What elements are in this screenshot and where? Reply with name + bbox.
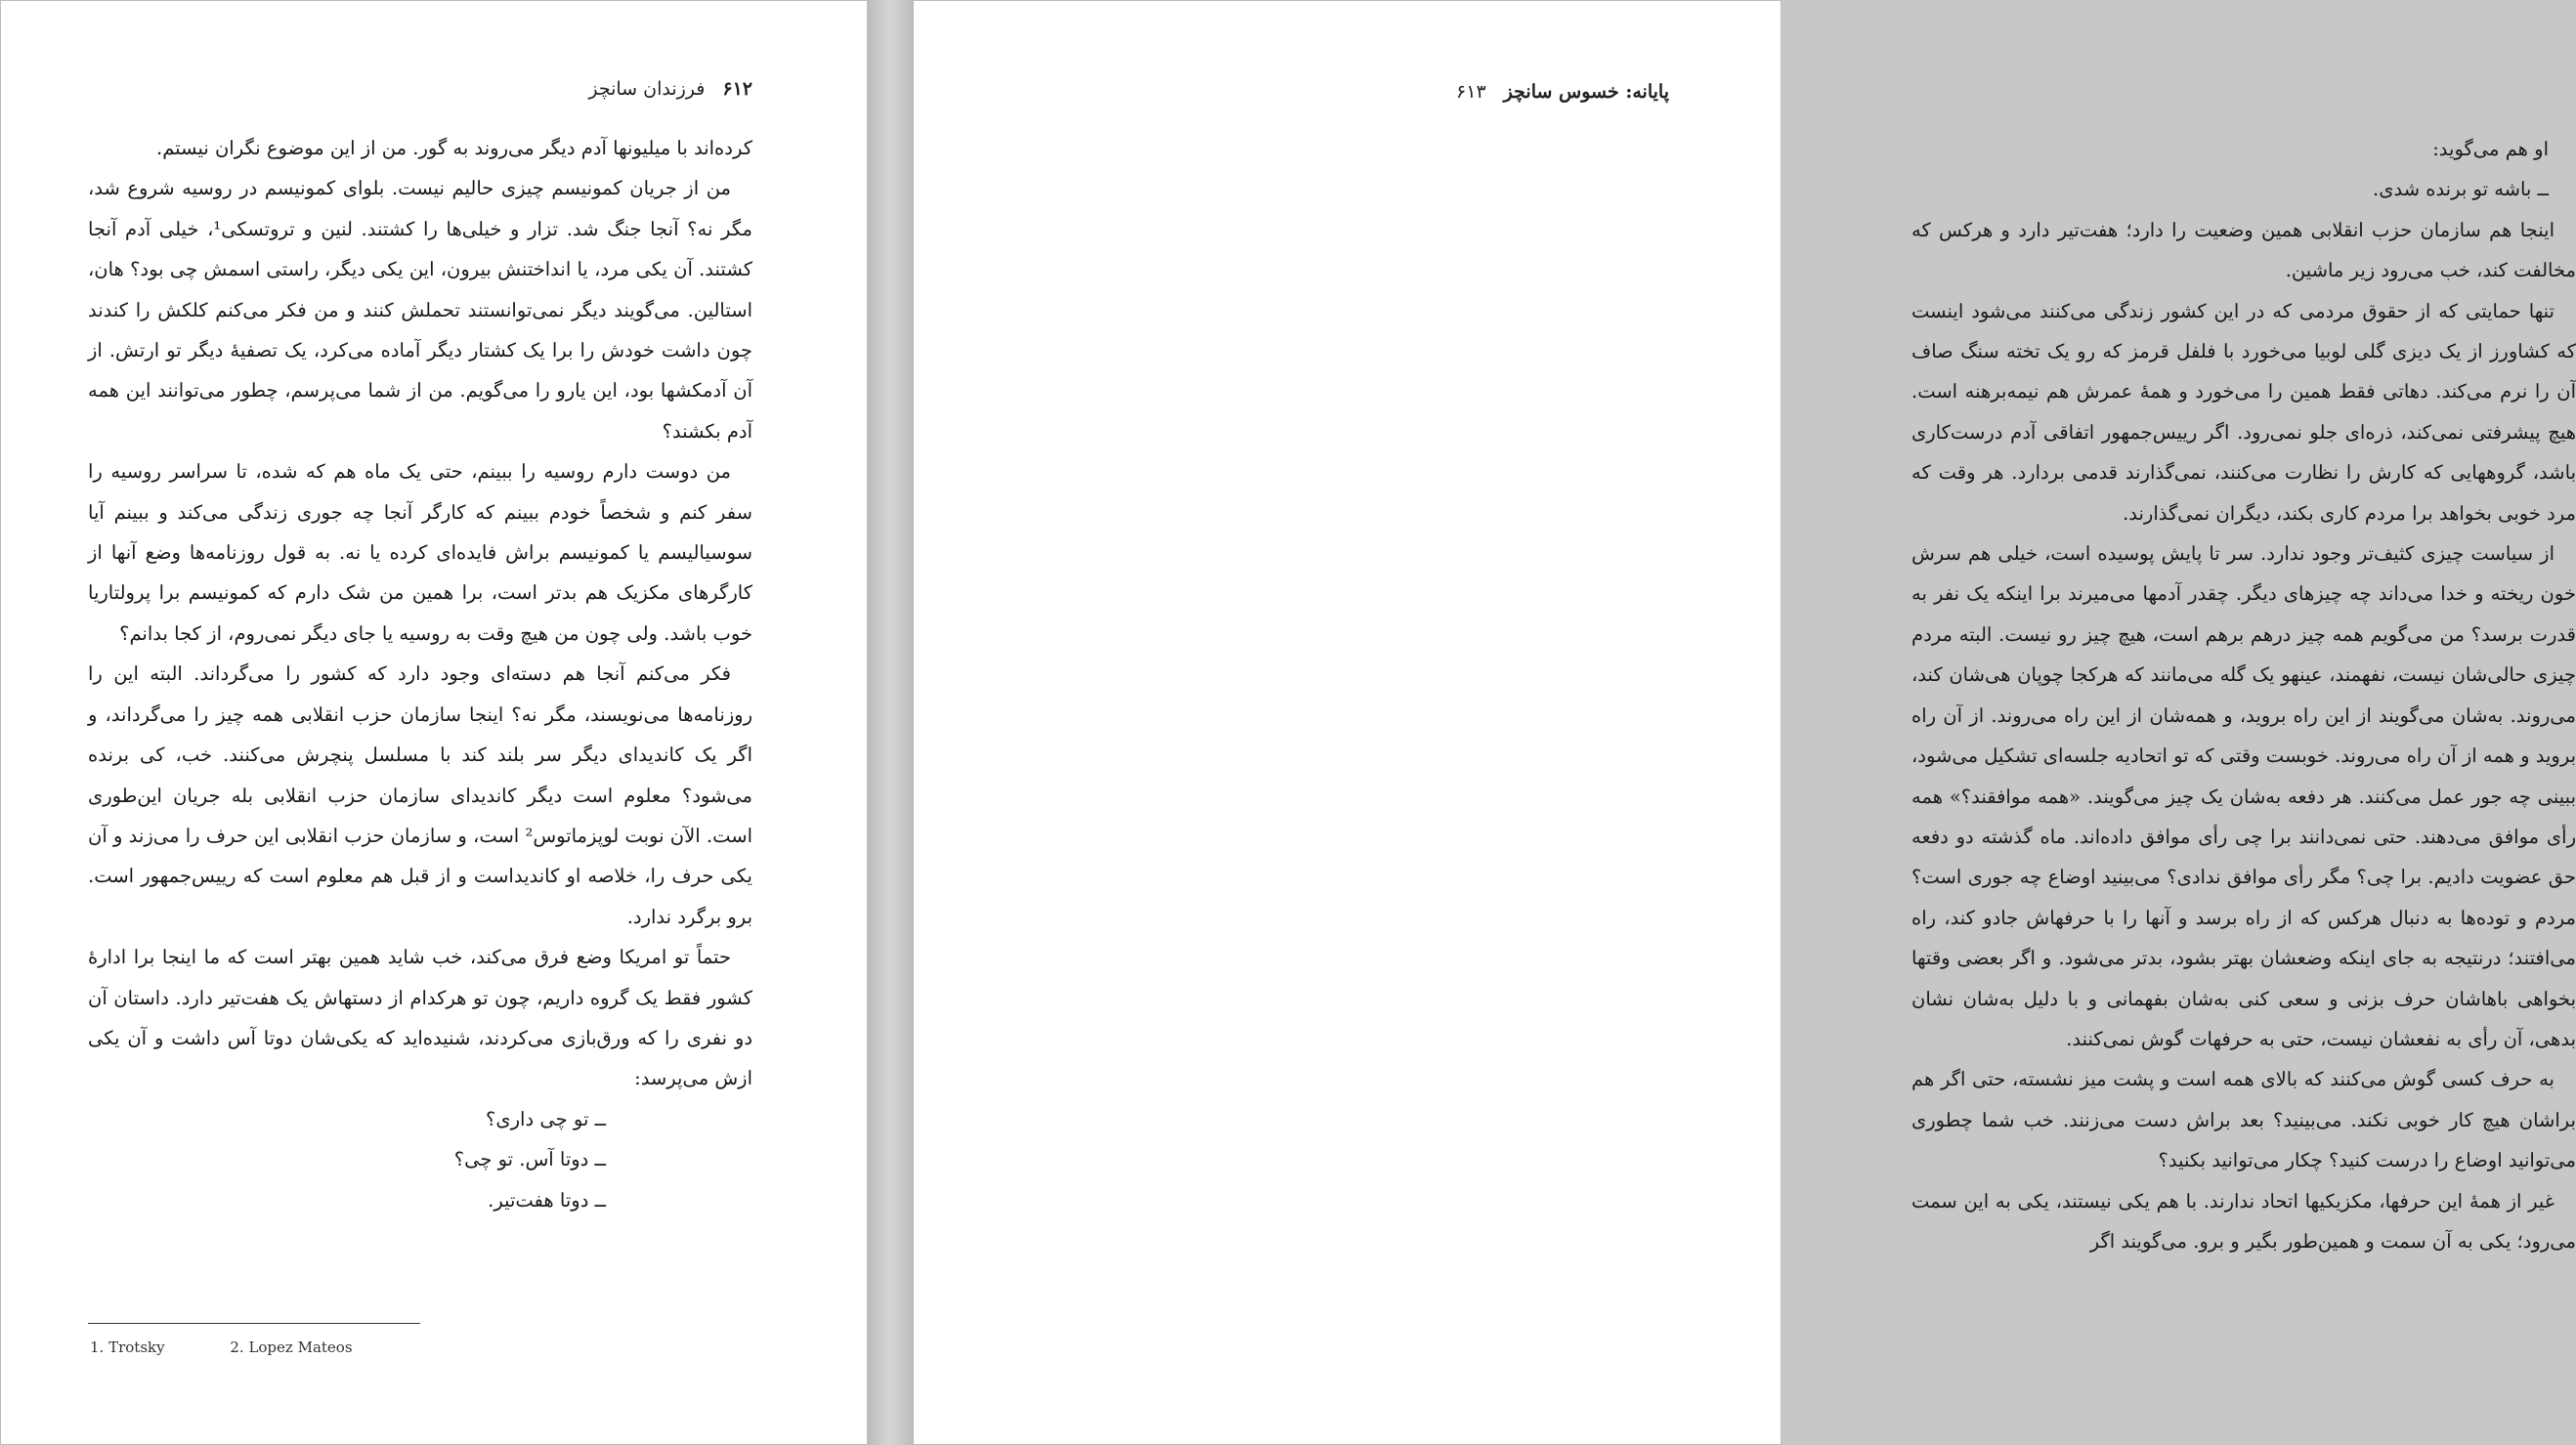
- dialog-line: او هم می‌گوید:: [2432, 138, 2549, 160]
- page-number: ۶۱۳: [1456, 81, 1486, 103]
- paragraph: کرده‌اند با میلیونها آدم دیگر می‌روند به گور. من از این موضوع نگران نیستم.: [156, 137, 752, 159]
- footnote: 1. Trotsky: [90, 1339, 165, 1356]
- left-page: [0, 0, 868, 1445]
- paragraph: اینجا هم سازمان حزب انقلابی همین وضعیت را دارد؛ هفت‌تیر دارد و هرکس که مخالفت کند، خب می‌رود زیر ماشین.: [1911, 218, 2576, 282]
- body-text-right: [1911, 129, 2576, 1261]
- dialog-line: ــ باشه تو برنده شدی.: [2373, 178, 2549, 201]
- running-head-right: [1456, 81, 1669, 103]
- chapter-title: پایانه: خسوس سانچز: [1503, 81, 1669, 103]
- paragraph: حتماً تو امریکا وضع فرق می‌کند، خب شاید همین بهتر است که ما اینجا برا ادارهٔ کشور فقط یک گروه داریم، چون تو هرکدام از دستهاش یک هفت‌تیر دارد. داستان آن دو نفری را که ورق‌بازی می‌کردند، شنیده‌اید که یکی‌شان دوتا آس داشت و آن یکی ازش می‌پرسد:: [88, 946, 752, 1090]
- paragraph: تنها حمایتی که از حقوق مردمی که در این کشور زندگی می‌کنند می‌شود اینست که کشاورز از یک دیزی گلی لوبیا می‌خورد با فلفل قرمز که رو یک تخته سنگ صاف آن را نرم می‌کند. دهاتی فقط همین را می‌خورد و همهٔ عمرش هم نیمه‌برهنه است. هیچ پیشرفتی نمی‌کند، ذره‌ای جلو نمی‌رود. اگر رییس‌جمهور اتفاقی آدم درست‌کاری باشد، گروههایی که کارش را نظارت می‌کنند، نمی‌گذارند قدمی بردارد. هر وقت که مرد خوبی بخواهد برا مردم کاری بکند، دیگران نمی‌گذارند.: [1911, 299, 2576, 525]
- right-page: [913, 0, 2576, 1445]
- paragraph: به حرف کسی گوش می‌کنند که بالای همه است و پشت میز نشسته، حتی اگر هم براشان هیچ کار خوبی نکند. می‌بینید؟ بعد براش دست می‌زنند. خب شما چطوری می‌توانید اوضاع را درست کنید؟ چکار می‌توانید بکنید؟: [1911, 1068, 2576, 1172]
- page-number: ۶۱۲: [722, 78, 752, 100]
- paragraph: من از جریان کمونیسم چیزی حالیم نیست. بلوای کمونیسم در روسیه شروع شد، مگر نه؟ آنجا جنگ شد. تزار و خیلی‌ها را کشتند. لنین و تروتسکی¹، خیلی آدم آنجا کشتند. آن یکی مرد، یا انداختنش بیرون، این یکی دیگر، راستی اسمش چی بود؟ هان، استالین. می‌گویند دیگر نمی‌توانستند تحملش کنند و من فکر می‌کنم کلکش را کندند چون داشت خودش را برا یک کشتار دیگر آماده می‌کرد، یک تصفیهٔ دیگر تو ارتش. از آن آدمکشها بود، این یارو را می‌گویم. من از شما می‌پرسم، چطور می‌توانند این همه آدم بکشند؟: [88, 177, 752, 443]
- footnote-divider: [88, 1323, 420, 1324]
- dialog-line: ــ تو چی داری؟: [486, 1107, 606, 1130]
- dialog-line: ــ دوتا هفت‌تیر.: [488, 1188, 606, 1211]
- paragraph: من دوست دارم روسیه را ببینم، حتی یک ماه هم که شده، تا سراسر روسیه را سفر کنم و شخصاً خودم ببینم که کارگر آنجا چه جوری زندگی می‌کند و ببینم آیا سوسیالیسم یا کمونیسم براش فایده‌ای کرده یا نه. به قول روزنامه‌ها وضع آنها از کارگرهای مکزیک هم بدتر است، برا همین من شک دارم که کمونیسم برا پرولتاریا خوب باشد. ولی چون من هیچ وقت به روسیه یا جای دیگر نمی‌روم، از کجا بدانم؟: [88, 460, 752, 645]
- running-head-left: [588, 78, 752, 100]
- body-text-left: [88, 128, 752, 1220]
- footnote: 2. Lopez Mateos: [230, 1339, 353, 1356]
- paragraph: از سیاست چیزی کثیف‌تر وجود ندارد. سر تا پایش پوسیده است، خیلی هم سرش خون ریخته و خدا می‌داند چه چیزهای دیگر. چقدر آدمها می‌میرند برا اینکه یک نفر به قدرت برسد؟ من می‌گویم همه چیز درهم برهم است، هیچ چیز رو نیست. البته مردم چیزی حالی‌شان نیست، نفهمند، عینهو یک گله می‌مانند که هرکجا چوپان هی‌شان کند، می‌روند. به‌شان می‌گویند از این راه بروید، و همه‌شان از این راه می‌روند. از آن راه بروید و همه از آن راه می‌روند. خوبست وقتی که تو اتحادیه جلسه‌ای تشکیل می‌شود، ببینی چه جور عمل می‌کنند. هر دفعه به‌شان یک چیز می‌گویند. «همه موافقند؟» همه رأی موافق می‌دهند. حتی نمی‌دانند برا چی رأی موافق داده‌اند. ماه گذشته دو دفعه حق عضویت دادیم. برا چی؟ مگر رأی موافق ندادی؟ می‌بینید اوضاع چه جوری است؟ مردم و توده‌ها به دنبال هرکس که از راه برسد و آنها را با حرفهاش جادو کند، راه می‌افتند؛ درنتیجه به جای اینکه وضعشان بهتر بشود، بدتر می‌شود. و اگر بعضی وقتها بخواهی باهاشان حرف بزنی و سعی کنی به‌شان بفهمانی و با دلیل به‌شان نشان بدهی، آن رأی به نفعشان نیست، حتی به حرفهات گوش نمی‌کنند.: [1911, 542, 2576, 1050]
- book-gutter: [868, 0, 913, 1445]
- paragraph: فکر می‌کنم آنجا هم دسته‌ای وجود دارد که کشور را می‌گرداند. البته این را روزنامه‌ها می‌نویسند، مگر نه؟ اینجا سازمان حزب انقلابی همه چیز را می‌گرداند، و اگر یک کاندیدای دیگر سر بلند کند با مسلسل پنچرش می‌کنند. خب، کی برنده می‌شود؟ معلوم است دیگر کاندیدای سازمان حزب انقلابی بله جریان این‌طوری است. الآن نوبت لوپزماتوس² است، و سازمان حزب انقلابی این حرف را می‌زند و آن یکی حرف را، خلاصه او کاندیداست و از قبل هم معلوم است که رییس‌جمهور است. برو برگرد ندارد.: [88, 662, 752, 928]
- paragraph: غیر از همهٔ این حرفها، مکزیکیها اتحاد ندارند. با هم یکی نیستند، یکی به این سمت می‌رود؛ یکی به آن سمت و همین‌طور بگیر و برو. می‌گویند اگر: [1911, 1189, 2576, 1253]
- book-title: فرزندان سانچز: [588, 78, 706, 100]
- dialog-line: ــ دوتا آس. تو چی؟: [453, 1148, 606, 1171]
- footnotes: [90, 1339, 413, 1356]
